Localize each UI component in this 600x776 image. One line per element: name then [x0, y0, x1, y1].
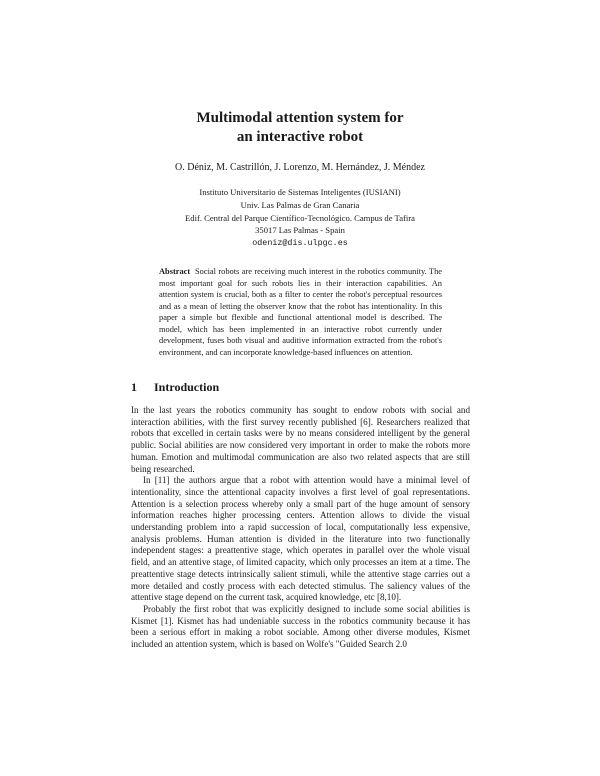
- paper-title: [0, 109, 600, 147]
- abstract-text: Social robots are receiving much interest in the robotics community. The most important goal for such robots lies in their interaction capabilities. An attention system is crucial, both as a filter to center the robot's perceptual resources and as a mean of letting the observer know that the robot has intentionality. In this paper a simple but flexible and functional attentional model is described. The model, which has been implemented in an interactive robot currently under development, fuses both visual and auditive information extracted from the robot's environment, and can incorporate knowledge-based influences on attention.: [159, 267, 442, 357]
- author-list: O. Déniz, M. Castrillón, J. Lorenzo, M. Hernández, J. Méndez: [175, 162, 425, 173]
- section-title: Introduction: [154, 380, 220, 394]
- paragraph-3: Probably the first robot that was explicitly designed to include some social abilities is Kismet [1]. Kismet has had undeniable success in the robotics community because it has been a serious effort in making a robot sociable. Among other diverse modules, Kismet included an attention system, which is based on Wolfe's "Guided Search 2.0: [131, 603, 470, 650]
- section-heading: [131, 380, 219, 395]
- title-line-2: an interactive robot: [236, 129, 364, 145]
- affiliation-block: [0, 186, 600, 250]
- affiliation-line-4: 35017 Las Palmas - Spain: [255, 225, 345, 236]
- paragraph-2: In [11] the authors argue that a robot with attention would have a minimal level of intentionality, since the attentional capacity involves a first level of goal representations. Attention is a selection process whereby only a small part of the huge amount of sensory information reaches higher processing centers. Attention allows to divide the visual understanding problem into a rapid succession of local, computationally less expensive, analysis problems. Human attention is divided in the literature into two functionally independent stages: a preattentive stage, which operates in parallel over the whole visual field, and an attentive stage, of limited capacity, which only processes an item at a time. The preattentive stage detects intrinsically salient stimuli, while the attentive stage carries out a more detailed and costly process with each detected stimulus. The saliency values of the attentive stage depend on the current task, acquired knowledge, etc [8,10].: [131, 475, 470, 603]
- paragraph-1: In the last years the robotics community has sought to endow robots with social and interaction abilities, with the first survey recently published [6]. Researchers realized that robots that excelled in certain tasks were by no means considered intelligent by the general public. Social abilities are now considered very important in order to make the robots more human. Emotion and multimodal communication are also two related aspects that are still being researched.: [131, 405, 470, 474]
- body-text: [131, 405, 470, 651]
- affiliation-line-2: Univ. Las Palmas de Gran Canaria: [240, 199, 360, 210]
- affiliation-line-3: Edif. Central del Parque Científico-Tecnológico. Campus de Tafira: [185, 212, 415, 223]
- abstract-label: Abstract: [159, 267, 191, 276]
- section-number: 1: [131, 380, 137, 394]
- abstract: [159, 266, 442, 358]
- affiliation-line-1: Instituto Universitario de Sistemas Inteligentes (IUSIANI): [199, 187, 401, 197]
- author-email: odeniz@dis.ulpgc.es: [252, 238, 348, 249]
- title-line-1: Multimodal attention system for: [196, 110, 404, 126]
